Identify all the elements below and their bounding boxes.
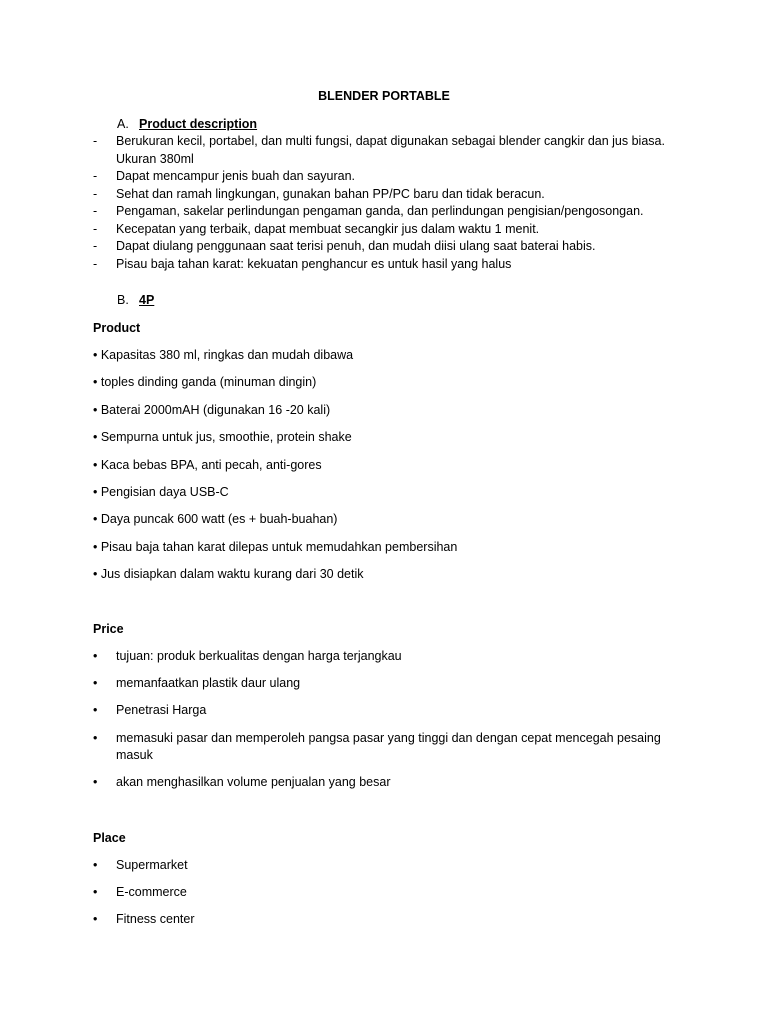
- list-item: [93, 221, 693, 239]
- product-list: [93, 347, 457, 594]
- product-subheading: Product: [93, 321, 141, 335]
- list-item: [93, 857, 693, 875]
- dash-marker: -: [93, 256, 98, 271]
- list-item-text: tujuan: produk berkualitas dengan harga terjangkau: [116, 649, 402, 663]
- list-item: • toples dinding ganda (minuman dingin): [93, 375, 317, 390]
- list-item: [93, 884, 693, 902]
- document-title: BLENDER PORTABLE: [318, 89, 450, 103]
- list-item-text: Berukuran kecil, portabel, dan multi fungsi, dapat digunakan sebagai blender cangkir dan jus biasa. Ukuran 380ml: [116, 134, 665, 166]
- dash-marker: -: [93, 169, 98, 183]
- list-item: [93, 648, 693, 666]
- list-item: [93, 238, 693, 256]
- list-item: • Pengisian daya USB-C: [93, 484, 229, 499]
- section-a-heading: [117, 116, 257, 134]
- list-item-text: Fitness center: [116, 912, 195, 927]
- list-item: [93, 133, 693, 168]
- section-a-letter: A.: [117, 117, 129, 131]
- list-item: [93, 774, 693, 792]
- product-description-list: [93, 133, 693, 273]
- list-item-text: Dapat diulang penggunaan saat terisi penuh, dan mudah diisi ulang saat baterai habis.: [116, 239, 596, 253]
- list-item: [93, 203, 693, 221]
- list-item: • Jus disiapkan dalam waktu kurang dari 30 detik: [93, 567, 364, 582]
- list-item-text: E-commerce: [116, 885, 187, 900]
- list-item: • Baterai 2000mAH (digunakan 16 -20 kali): [93, 402, 331, 417]
- section-b-title: 4P: [139, 293, 155, 307]
- bullet-marker: •: [93, 649, 98, 663]
- list-item: [93, 256, 693, 274]
- price-subheading: Price: [93, 622, 124, 636]
- list-item: [93, 186, 693, 204]
- list-item-text: memanfaatkan plastik daur ulang: [116, 676, 301, 691]
- list-item: [93, 911, 693, 929]
- list-item: • Daya puncak 600 watt (es + buah-buahan): [93, 512, 338, 527]
- price-list: [93, 648, 693, 801]
- list-item-text: Pengaman, sakelar perlindungan pengaman ganda, dan perlindungan pengisian/pengosongan.: [116, 204, 644, 218]
- list-item-text: Supermarket: [116, 858, 188, 872]
- list-item: [93, 168, 693, 186]
- dash-marker: -: [93, 204, 98, 218]
- dash-marker: -: [93, 134, 98, 148]
- list-item: [93, 702, 693, 720]
- list-item-text: akan menghasilkan volume penjualan yang besar: [116, 775, 391, 790]
- bullet-marker: •: [93, 885, 98, 900]
- list-item: • Kapasitas 380 ml, ringkas dan mudah dibawa: [93, 348, 354, 362]
- bullet-marker: •: [93, 703, 98, 718]
- list-item: • Sempurna untuk jus, smoothie, protein shake: [93, 430, 352, 445]
- list-item-text: Dapat mencampur jenis buah dan sayuran.: [116, 169, 356, 183]
- list-item: • Pisau baja tahan karat dilepas untuk memudahkan pembersihan: [93, 539, 458, 554]
- bullet-marker: •: [93, 676, 98, 691]
- list-item-text: Kecepatan yang terbaik, dapat membuat secangkir jus dalam waktu 1 menit.: [116, 221, 540, 236]
- section-b-heading: [117, 292, 154, 310]
- bullet-marker: •: [93, 858, 98, 872]
- list-item: • Kaca bebas BPA, anti pecah, anti-gores: [93, 457, 322, 472]
- bullet-marker: •: [93, 775, 98, 790]
- dash-marker: -: [93, 186, 98, 201]
- dash-marker: -: [93, 239, 98, 253]
- list-item-text: Pisau baja tahan karat: kekuatan penghancur es untuk hasil yang halus: [116, 256, 512, 271]
- bullet-marker: •: [93, 912, 98, 927]
- list-item-text: memasuki pasar dan memperoleh pangsa pasar yang tinggi dan dengan cepat mencegah pesaing masuk: [116, 730, 661, 763]
- section-a-title: Product description: [139, 117, 258, 131]
- list-item: [93, 675, 693, 693]
- section-b-letter: B.: [117, 293, 129, 307]
- list-item-text: Sehat dan ramah lingkungan, gunakan bahan PP/PC baru dan tidak beracun.: [116, 186, 545, 201]
- place-list: [93, 857, 693, 939]
- place-subheading: Place: [93, 831, 126, 845]
- list-item: [93, 730, 693, 765]
- dash-marker: -: [93, 221, 98, 236]
- bullet-marker: •: [93, 730, 98, 745]
- list-item-text: Penetrasi Harga: [116, 703, 207, 718]
